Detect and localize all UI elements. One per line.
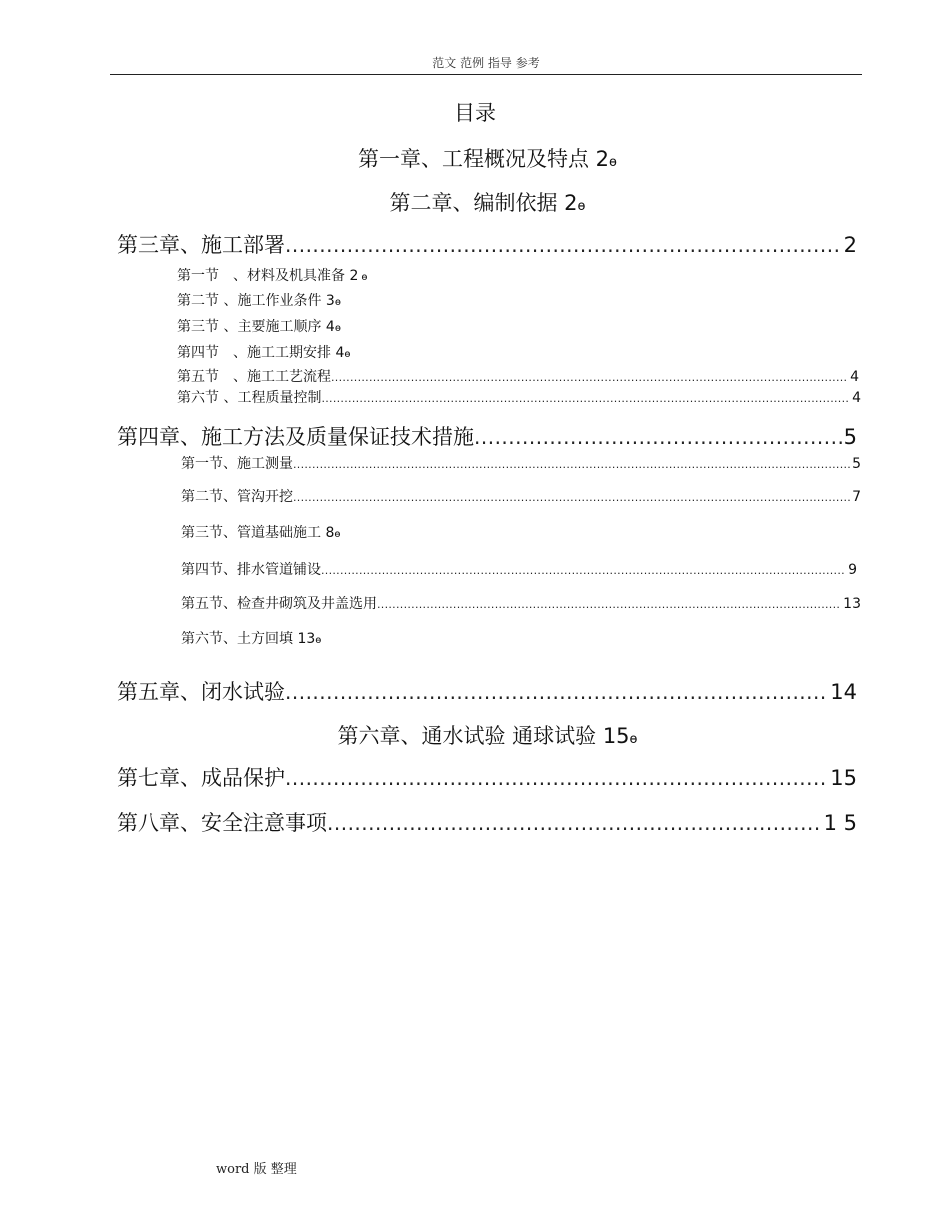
toc-entry-section[interactable]: [181, 559, 857, 579]
toc-entry-label: 第二章、编制依据 2: [389, 191, 578, 215]
toc-entry-section[interactable]: [177, 342, 350, 362]
toc-entry-chapter-2[interactable]: [0, 187, 950, 217]
toc-entry-chapter-3[interactable]: [117, 229, 857, 259]
page-header: [110, 56, 862, 75]
toc-entry-label: 第八章、安全注意事项: [117, 811, 327, 835]
return-mark-icon: ɵ: [315, 635, 322, 646]
toc-entry-label: 第五节、检查井砌筑及井盖选用: [181, 596, 377, 612]
toc-entry-label: 第五节 、施工工艺流程: [177, 369, 331, 385]
leader-dots: [321, 564, 846, 577]
toc-entry-label: 第三节、管道基础施工 8: [181, 525, 335, 541]
return-mark-icon: ɵ: [334, 297, 341, 308]
toc-entry-section[interactable]: [177, 290, 341, 310]
leader-dots: [331, 371, 848, 384]
toc-entry-section[interactable]: [177, 366, 859, 386]
toc-entry-page: 5: [852, 456, 861, 472]
toc-entry-chapter-8[interactable]: [117, 807, 857, 837]
return-mark-icon: ɵ: [334, 323, 341, 334]
toc-entry-page: 1 5: [823, 811, 857, 835]
toc-entry-chapter-1[interactable]: [0, 143, 950, 173]
leader-dots: [285, 233, 842, 257]
toc-entry-section[interactable]: [177, 387, 861, 407]
toc-entry-page: 14: [830, 680, 857, 704]
toc-entry-page: 13: [843, 596, 861, 612]
toc-entry-page: 15: [830, 766, 857, 790]
toc-entry-page: 4: [850, 369, 859, 385]
toc-entry-chapter-6[interactable]: [0, 720, 950, 750]
toc-entry-label: 第四章、施工方法及质量保证技术措施: [117, 425, 474, 449]
leader-dots: [327, 811, 822, 835]
toc-entry-label: 第六章、通水试验 通球试验 15: [337, 724, 630, 748]
toc-entry-page: 9: [848, 562, 857, 578]
leader-dots: [285, 680, 828, 704]
return-mark-icon: ɵ: [577, 199, 586, 214]
return-mark-icon: ɵ: [361, 272, 368, 283]
toc-entry-label: 第二节 、施工作业条件 3: [177, 293, 335, 309]
leader-dots: [321, 392, 850, 405]
leader-dots: [293, 491, 850, 504]
toc-entry-label: 第六节 、工程质量控制: [177, 390, 322, 406]
toc-entry-label: 第四节、排水管道铺设: [181, 562, 321, 578]
page-footer: word 版 整理: [216, 1162, 297, 1177]
toc-entry-page: 2: [843, 233, 857, 257]
toc-entry-page: 4: [852, 390, 861, 406]
toc-entry-section[interactable]: [181, 593, 861, 613]
toc-entry-page: 5: [843, 425, 857, 449]
toc-entry-label: 第三章、施工部署: [117, 233, 285, 257]
leader-dots: [285, 766, 828, 790]
toc-entry-label: 第五章、闭水试验: [117, 680, 285, 704]
toc-entry-section[interactable]: [181, 486, 861, 506]
toc-entry-chapter-4[interactable]: [117, 421, 857, 451]
toc-entry-label: 第一节 、材料及机具准备 2: [177, 268, 359, 284]
toc-title: 目录: [454, 101, 496, 125]
toc-entry-label: 第三节 、主要施工顺序 4: [177, 319, 335, 335]
return-mark-icon: ɵ: [629, 732, 638, 747]
toc-entry-label: 第一章、工程概况及特点 2: [357, 147, 610, 171]
toc-entry-label: 第七章、成品保护: [117, 766, 285, 790]
toc-entry-label: 第二节、管沟开挖: [181, 489, 293, 505]
header-text: 范文 范例 指导 参考: [432, 56, 540, 70]
return-mark-icon: ɵ: [334, 529, 341, 540]
toc-entry-chapter-5[interactable]: [117, 676, 857, 706]
toc-entry-chapter-7[interactable]: [117, 762, 857, 792]
toc-entry-label: 第六节、土方回填 13: [181, 631, 316, 647]
leader-dots: [474, 425, 842, 449]
leader-dots: [293, 458, 850, 471]
toc-entry-section[interactable]: [177, 265, 367, 285]
toc-entry-section[interactable]: [181, 453, 861, 473]
toc-entry-section[interactable]: [181, 628, 321, 648]
toc-entry-section[interactable]: [181, 522, 340, 542]
return-mark-icon: ɵ: [344, 349, 351, 360]
return-mark-icon: ɵ: [609, 155, 617, 170]
toc-entry-label: 第一节、施工测量: [181, 456, 293, 472]
toc-entry-label: 第四节 、施工工期安排 4: [177, 345, 345, 361]
toc-entry-page: 7: [852, 489, 861, 505]
leader-dots: [377, 598, 841, 611]
toc-entry-section[interactable]: [177, 316, 341, 336]
